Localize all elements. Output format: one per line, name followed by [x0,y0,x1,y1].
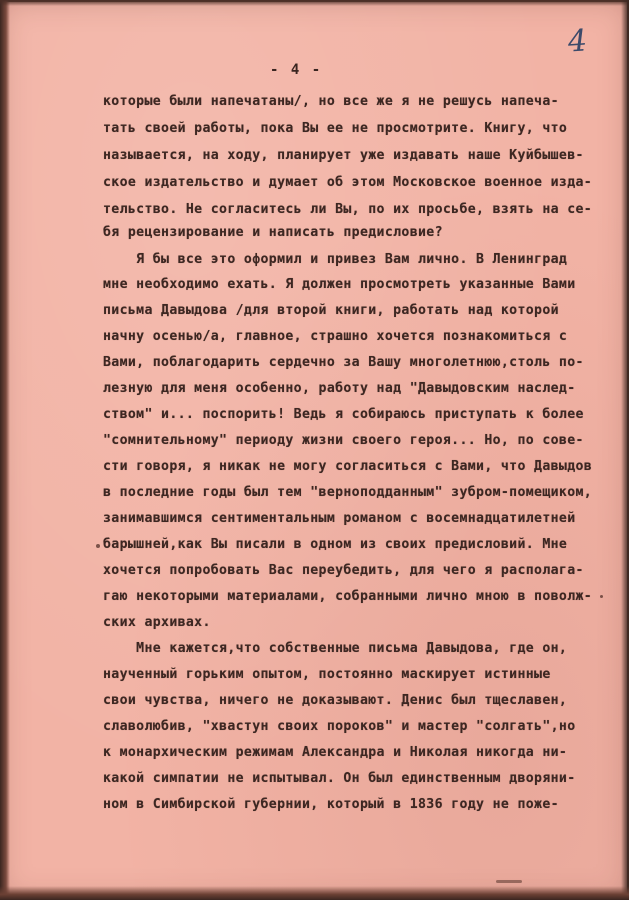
ink-speck [96,544,100,548]
text-line: ном в Симбирской губернии, который в 1836 году не поже- [103,797,559,812]
text-line: занимавшимся сентиментальным романом с восемнадцатилетней [103,511,576,526]
text-line: письма Давыдова /для второй книги, работать над которой [103,303,559,318]
text-line: ских архивах. [103,615,211,630]
text-line: в последние годы был тем "верноподданным" зубром-помещиком, [103,485,593,500]
text-line: тать своей работы, пока Вы ее не просмотрите. Книгу, что [103,121,568,136]
text-line: Мне кажется,что собственные письма Давыдова, где он, [103,641,568,656]
text-line: Вами, поблагодарить сердечно за Вашу многолетнюю,столь по- [103,355,584,370]
text-line: свои чувства, ничего не доказывают. Денис был тщеславен, [103,693,568,708]
text-line: "сомнительному" периоду жизни своего героя... Но, по сове- [103,433,584,448]
text-line: сти говоря, я никак не могу согласиться с Вами, что Давыдов [103,459,593,474]
page-edge-shadow-left [0,0,10,900]
text-line: лезную для меня особенно, работу над "Давыдовским наслед- [103,381,576,396]
text-line: называется, на ходу, планирует уже издавать наше Куйбышев- [103,148,584,163]
text-line: бя рецензирование и написать предисловие? [103,225,443,240]
text-line: которые были напечатаны/, но все же я не решусь напеча- [103,94,559,109]
handwritten-folio-number: 4 [566,23,589,60]
page-number: - 4 - [270,62,323,78]
text-line: славолюбив, "хвастун своих пороков" и мастер "солгать",но [103,719,576,734]
text-line: мне необходимо ехать. Я должен просмотреть указанные Вами [103,277,576,292]
text-line: барышней,как Вы писали в одном из своих предисловий. Мне [103,537,568,552]
text-line: гаю некоторыми материалами, собранными лично мною в поволж- [103,589,593,604]
text-line: Я бы все это оформил и привез Вам лично. В Ленинград [103,252,568,267]
text-line: к монархическим режимам Александра и Николая никогда ни- [103,745,568,760]
ink-speck [600,595,603,598]
text-line: ством" и... поспорить! Ведь я собираюсь приступать к более [103,407,584,422]
text-line: хочется попробовать Вас переубедить, для чего я располага- [103,563,584,578]
text-line: ское издательство и думает об этом Московское военное изда- [103,175,593,190]
text-line: какой симпатии не испытывал. Он был единственным дворяни- [103,771,576,786]
text-line: наученный горьким опытом, постоянно маскирует истинные [103,667,551,682]
ink-smudge [496,880,522,883]
text-line: начну осенью/а, главное, страшно хочется познакомиться с [103,329,568,344]
page-edge-shadow-bottom [0,886,629,900]
page-edge-shadow-right [621,0,629,900]
page-edge-shadow-top [0,0,629,6]
text-line: тельство. Не согласитесь ли Вы, по их просьбе, взять на се- [103,202,593,217]
